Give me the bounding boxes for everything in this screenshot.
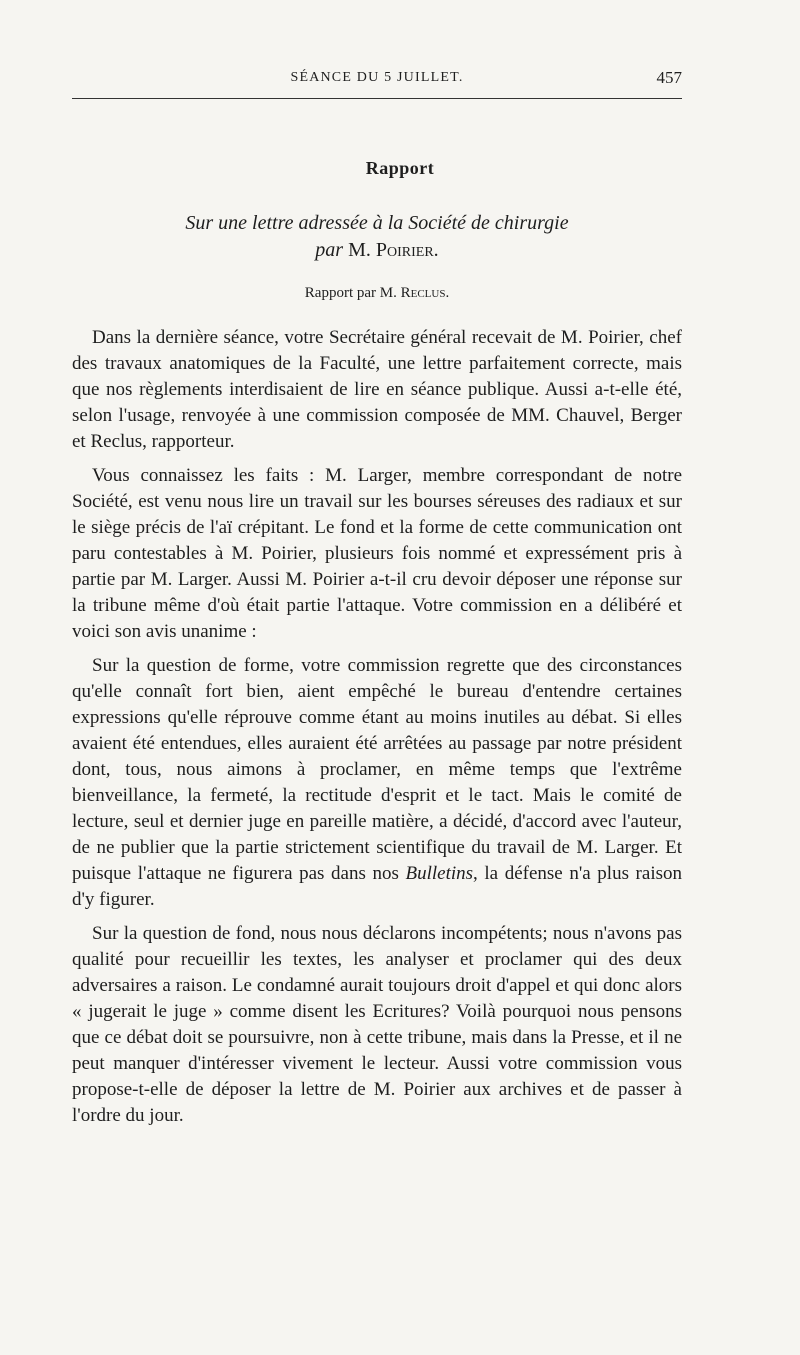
subtitle-line-1: Sur une lettre adressée à la Société de chirurgie <box>185 212 569 234</box>
paragraph-4: Sur la question de fond, nous nous déclarons incompétents; nous n'avons pas qualité pour recueillir les textes, les analyser et proclamer qui des deux adversaires a raison. Le condamné aurait toujours droit d'appel et qui donc alors « jugerait le juge » comme disent les Ecritures? Voilà pourquoi nous pensons que ce débat doit se poursuivre, non à cette tribune, mais dans la Presse, et il ne peut manquer d'intéresser vivement le lecteur. Aussi votre commission vous propose-t-elle de déposer la lettre de M. Poirier aux archives et de passer à l'ordre du jour. <box>72 923 682 1126</box>
byline-prefix: Rapport par M. <box>304 285 401 301</box>
byline-name: Reclus. <box>400 285 450 301</box>
subtitle-m: M. <box>343 239 376 261</box>
paragraph-3-text-b: , la défense n'a plus raison d'y figurer. <box>72 863 682 910</box>
report-body <box>72 325 682 1137</box>
running-title <box>72 70 682 86</box>
section-heading: Rapport <box>365 158 435 178</box>
paragraph-3-text-a: Sur la question de forme, votre commission regrette que des circonstances qu'elle connaît fort bien, aient empêché le bureau d'entendre certaines expressions qu'elle réprouve comme étant au moins inutiles au débat. Si elles avaient été entendues, elles auraient été arrêtées au passage par notre président dont, tous, nous aimons à proclamer, en même temps que l'extrême bienveillance, la fermeté, la rectitude d'esprit et le tact. Mais le comité de lecture, seul et dernier juge en pareille matière, a décidé, d'accord avec l'auteur, de ne publier que la partie strictement scientifique du travail de M. Larger. Et puisque l'attaque ne figurera pas dans nos <box>72 655 682 884</box>
running-title-prefix: SÉANCE DU 5 <box>290 70 398 85</box>
subtitle-par: par <box>315 239 344 261</box>
paragraph-1: Dans la dernière séance, votre Secrétaire général recevait de M. Poirier, chef des travaux anatomiques de la Faculté, une lettre parfaitement correcte, mais que nos règlements interdisaient de lire en séance publique. Aussi a-t-elle été, selon l'usage, renvoyée à une commission composée de MM. Chauvel, Berger et Reclus, rapporteur. <box>72 327 682 452</box>
paragraph-2: Vous connaissez les faits : M. Larger, membre correspondant de notre Société, est venu nous lire un travail sur les bourses séreuses des radiaux et sur le siège précis de l'aï crépitant. Le fond et la forme de cette communication ont paru contestables à M. Poirier, plusieurs fois nommé et expressément pris à partie par M. Larger. Aussi M. Poirier a-t-il cru devoir déposer une réponse sur la tribune même d'où était partie l'attaque. Votre commission en a délibéré et voici son avis unanime : <box>72 465 682 642</box>
page-number: 457 <box>656 68 682 87</box>
header-rule <box>72 98 682 99</box>
running-title-month: JUILLET. <box>397 70 464 85</box>
section-subtitle <box>72 210 682 264</box>
paragraph-3 <box>72 653 682 913</box>
running-head <box>72 66 682 90</box>
paragraph-3-bulletins: Bulletins <box>405 863 474 884</box>
subtitle-author-name: Poirier. <box>375 239 439 261</box>
rapporteur-byline <box>72 285 682 302</box>
